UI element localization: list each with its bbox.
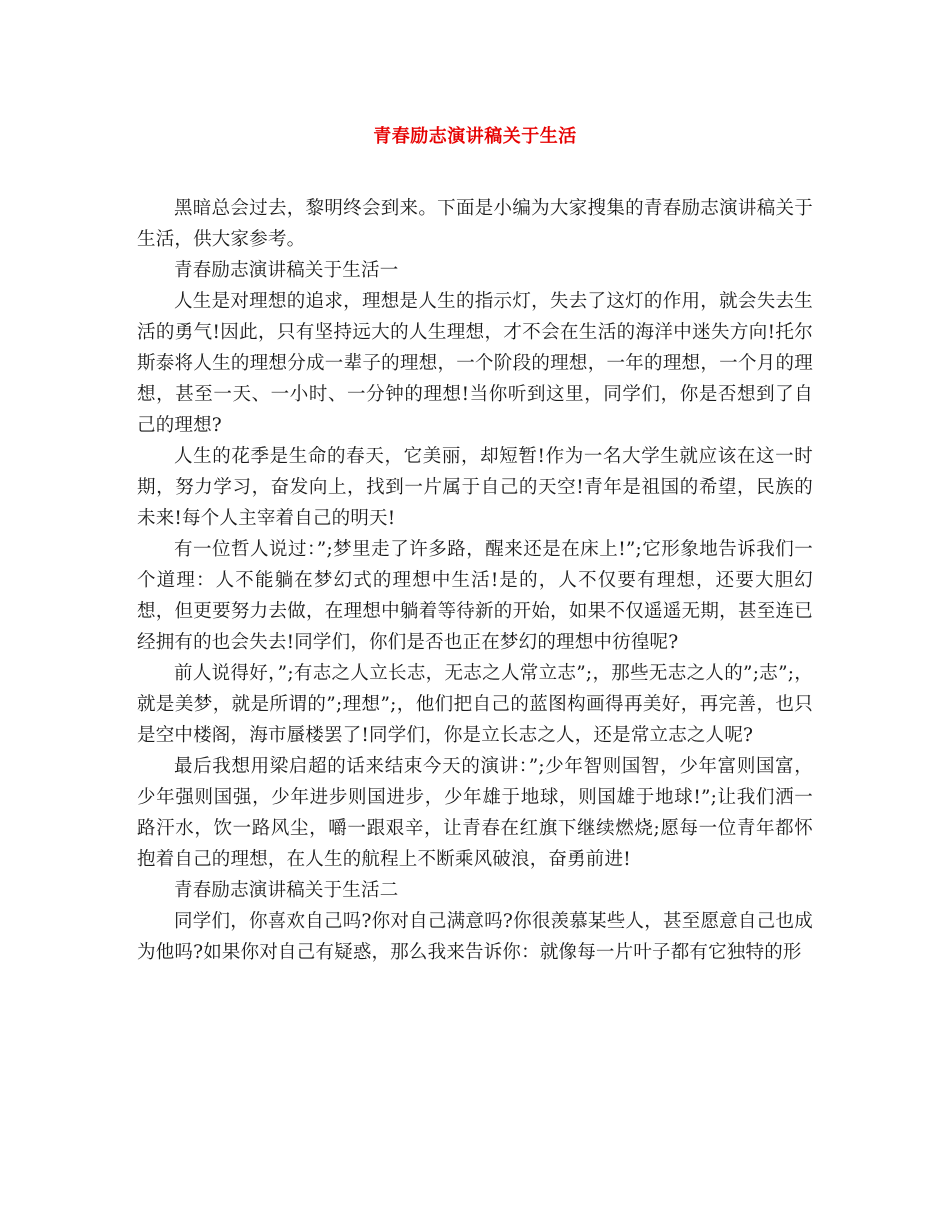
paragraph: 有一位哲人说过：”;梦里走了许多路，醒来还是在床上!”;它形象地告诉我们一个道理：人不能躺在梦幻式的理想中生活!是的，人不仅要有理想，还要大胆幻想，但更要努力去做，在理想中躺着等待新的开始，如果不仅遥遥无期，甚至连已经拥有的也会失去!同学们，你们是否也正在梦幻的理想中彷徨呢? <box>137 539 813 653</box>
paragraph: 人生的花季是生命的春天，它美丽，却短暂!作为一名大学生就应该在这一时期，努力学习，奋发向上，找到一片属于自己的天空!青年是祖国的希望，民族的未来!每个人主宰着自己的明天! <box>137 446 813 529</box>
paragraph-intro: 黑暗总会过去，黎明终会到来。下面是小编为大家搜集的青春励志演讲稿关于生活，供大家参考。 <box>137 198 813 250</box>
document-title: 青春励志演讲稿关于生活 <box>373 126 577 147</box>
paragraph: 同学们，你喜欢自己吗?你对自己满意吗?你很羡慕某些人，甚至愿意自己也成为他吗?如果你对自己有疑惑，那么我来告诉你：就像每一片叶子都有它独特的形 <box>137 911 813 963</box>
paragraph: 前人说得好，”;有志之人立长志，无志之人常立志”;，那些无志之人的”;志”;，就是美梦，就是所谓的”;理想”;，他们把自己的蓝图构画得再美好，再完善，也只是空中楼阁，海市蜃楼罢了!同学们，你是立长志之人，还是常立志之人呢? <box>137 663 813 746</box>
paragraph: 人生是对理想的追求，理想是人生的指示灯，失去了这灯的作用，就会失去生活的勇气!因此，只有坚持远大的人生理想，才不会在生活的海洋中迷失方向!托尔斯泰将人生的理想分成一辈子的理想，一个阶段的理想，一年的理想，一个月的理想，甚至一天、一小时、一分钟的理想!当你听到这里，同学们，你是否想到了自己的理想? <box>137 291 813 436</box>
section-heading-2: 青春励志演讲稿关于生活二 <box>174 880 399 901</box>
document-body <box>137 193 813 968</box>
section-heading-1: 青春励志演讲稿关于生活一 <box>174 260 399 281</box>
paragraph: 最后我想用梁启超的话来结束今天的演讲：”;少年智则国智，少年富则国富，少年强则国强，少年进步则国进步，少年雄于地球，则国雄于地球!”;让我们洒一路汗水，饮一路风尘，嚼一跟艰辛，让青春在红旗下继续燃烧;愿每一位青年都怀抱着自己的理想，在人生的航程上不断乘风破浪，奋勇前进! <box>137 756 813 870</box>
